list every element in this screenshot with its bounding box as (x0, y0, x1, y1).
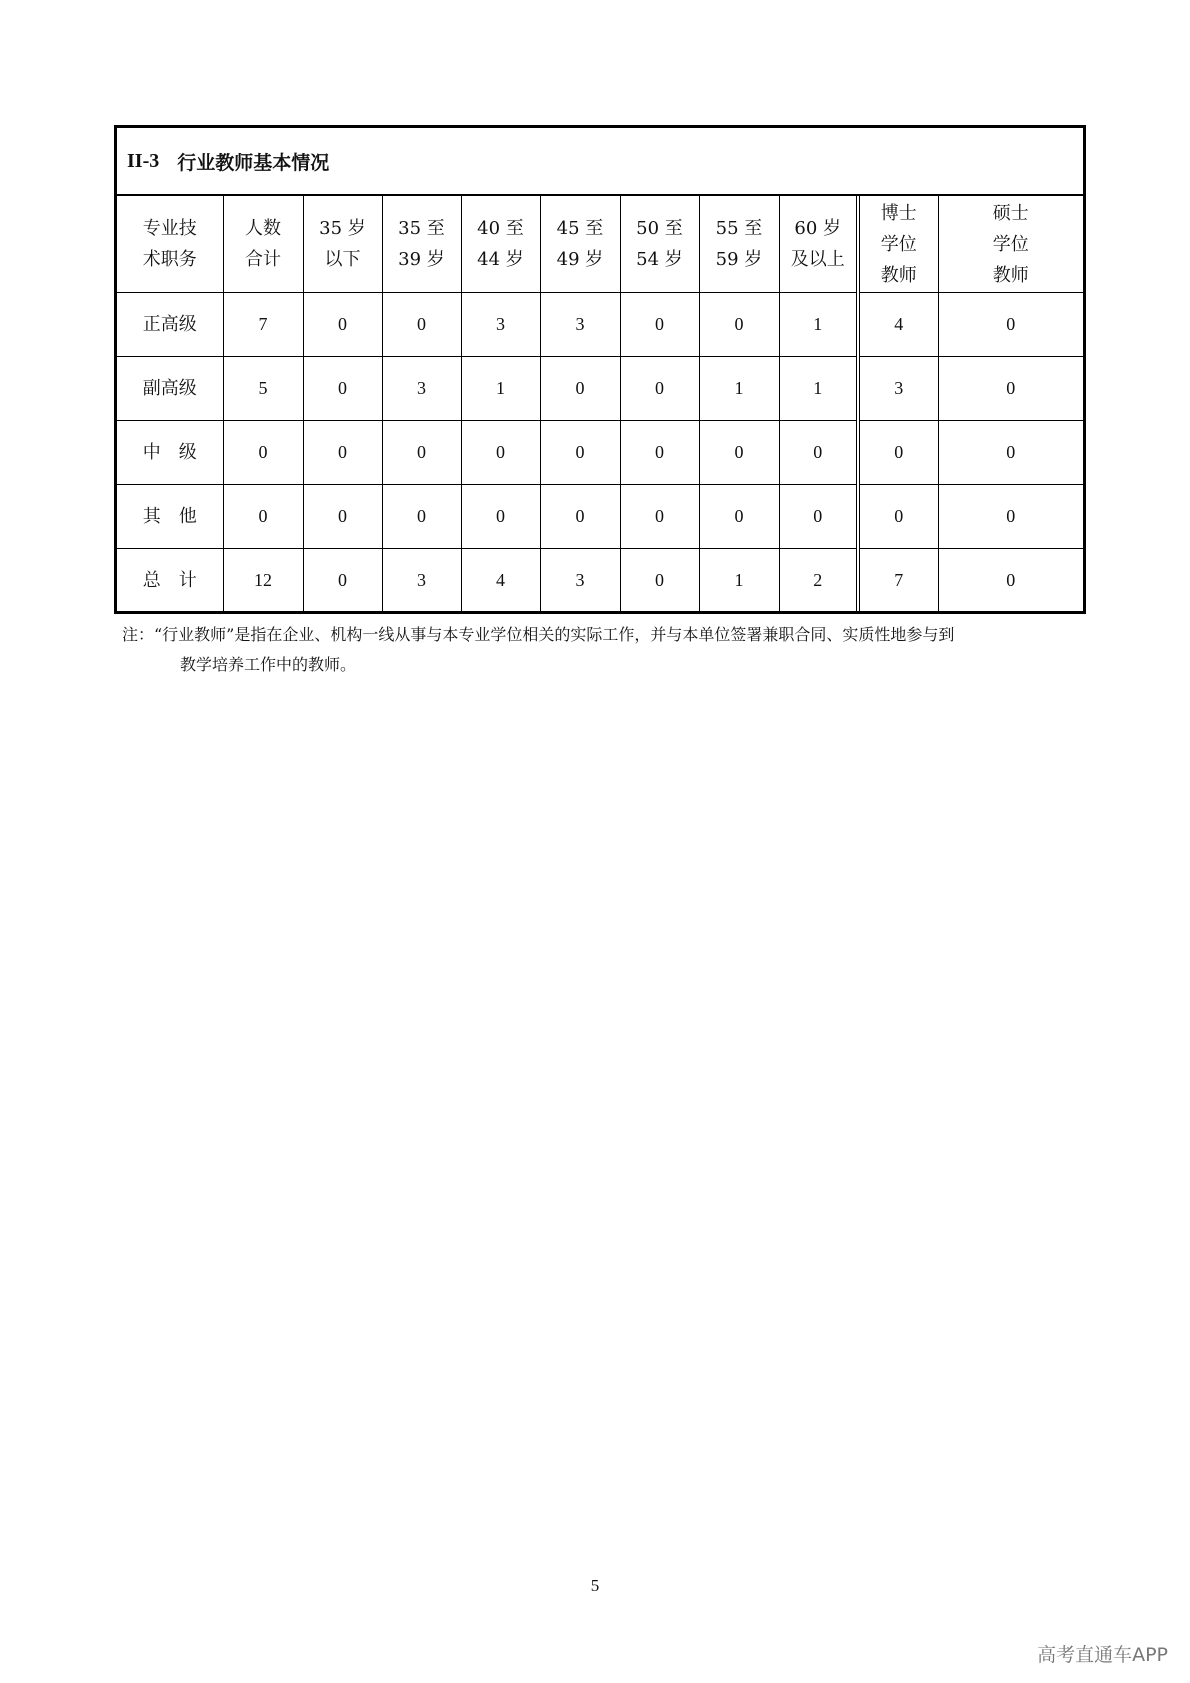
table-cell: 0 (382, 421, 461, 485)
header-cell (540, 196, 620, 293)
table-cell: 0 (699, 485, 779, 549)
table-cell: 1 (699, 357, 779, 421)
table-cell: 0 (938, 421, 1083, 485)
header-cell (117, 196, 223, 293)
header-cell (938, 196, 1083, 293)
header-cell (858, 196, 938, 293)
table-cell: 0 (620, 485, 699, 549)
table-cell: 0 (620, 357, 699, 421)
table-cell: 2 (779, 549, 858, 613)
row-label-cell: 总 计 (117, 549, 223, 613)
table-cell: 0 (938, 293, 1083, 357)
header-label: 55 至 59 岁 (715, 218, 763, 270)
table-row (117, 485, 1083, 549)
table-cell: 3 (540, 549, 620, 613)
header-label: 60 岁 及以上 (790, 218, 845, 270)
table-cell: 0 (540, 421, 620, 485)
table-cell: 0 (540, 485, 620, 549)
header-label: 人数 合计 (245, 218, 281, 270)
table-row (117, 357, 1083, 421)
header-cell (303, 196, 382, 293)
table-title-row (117, 128, 1083, 196)
table-cell: 7 (223, 293, 303, 357)
header-cell (620, 196, 699, 293)
table-note (122, 620, 1082, 680)
teacher-table (114, 125, 1086, 614)
table-cell: 0 (858, 421, 938, 485)
table-cell: 0 (461, 421, 540, 485)
header-cell (779, 196, 858, 293)
table-cell: 3 (858, 357, 938, 421)
header-label: 50 至 54 岁 (636, 218, 683, 270)
table-cell: 0 (461, 485, 540, 549)
table-cell: 0 (620, 293, 699, 357)
table-cell: 3 (382, 549, 461, 613)
header-row (117, 196, 1083, 293)
header-label: 40 至 44 岁 (477, 218, 524, 270)
row-label-cell: 副高级 (117, 357, 223, 421)
table-row (117, 293, 1083, 357)
table-cell: 7 (858, 549, 938, 613)
note-line-1: 注：“行业教师”是指在企业、机构一线从事与本专业学位相关的实际工作，并与本单位签署兼职合同、实质性地参与到 (122, 625, 955, 644)
data-grid (117, 196, 1083, 612)
table-cell: 0 (858, 485, 938, 549)
table-cell: 0 (699, 293, 779, 357)
header-label: 45 至 49 岁 (556, 218, 604, 270)
table-cell: 12 (223, 549, 303, 613)
table-cell: 0 (382, 293, 461, 357)
table-cell: 3 (461, 293, 540, 357)
table-cell: 0 (303, 357, 382, 421)
header-label: 35 至 39 岁 (398, 218, 445, 270)
table-code: II-3 (127, 149, 160, 172)
table-cell: 0 (223, 485, 303, 549)
header-cell (223, 196, 303, 293)
table-cell: 0 (303, 549, 382, 613)
table-cell: 4 (461, 549, 540, 613)
table-cell: 0 (779, 421, 858, 485)
table-title: 行业教师基本情况 (177, 151, 330, 174)
table-cell: 0 (938, 357, 1083, 421)
table-cell: 4 (858, 293, 938, 357)
table-cell: 0 (620, 421, 699, 485)
table-cell: 0 (303, 421, 382, 485)
row-label-cell: 其 他 (117, 485, 223, 549)
table-cell: 1 (779, 293, 858, 357)
table-cell: 0 (223, 421, 303, 485)
table-cell: 1 (779, 357, 858, 421)
table-cell: 0 (938, 549, 1083, 613)
table-cell: 0 (303, 293, 382, 357)
header-label: 35 岁 以下 (319, 218, 366, 270)
table-cell: 0 (938, 485, 1083, 549)
table-row (117, 421, 1083, 485)
row-label-cell: 正高级 (117, 293, 223, 357)
note-line-2: 教学培养工作中的教师。 (180, 655, 357, 674)
header-label: 硕士 学位 教师 (992, 202, 1029, 286)
header-cell (699, 196, 779, 293)
table-cell: 3 (540, 293, 620, 357)
header-label: 专业技 术职务 (142, 218, 197, 270)
table-cell: 0 (540, 357, 620, 421)
table-cell: 1 (461, 357, 540, 421)
page-number: 5 (590, 1576, 600, 1595)
row-label-cell: 中 级 (117, 421, 223, 485)
header-label: 博士 学位 教师 (880, 202, 917, 286)
header-cell (382, 196, 461, 293)
table-cell: 0 (699, 421, 779, 485)
table-cell: 0 (382, 485, 461, 549)
table-cell: 0 (779, 485, 858, 549)
watermark: 高考直通车APP (1037, 1644, 1168, 1666)
table-cell: 5 (223, 357, 303, 421)
table-cell: 0 (303, 485, 382, 549)
table-row (117, 549, 1083, 613)
table-cell: 1 (699, 549, 779, 613)
header-cell (461, 196, 540, 293)
table-cell: 0 (620, 549, 699, 613)
table-cell: 3 (382, 357, 461, 421)
